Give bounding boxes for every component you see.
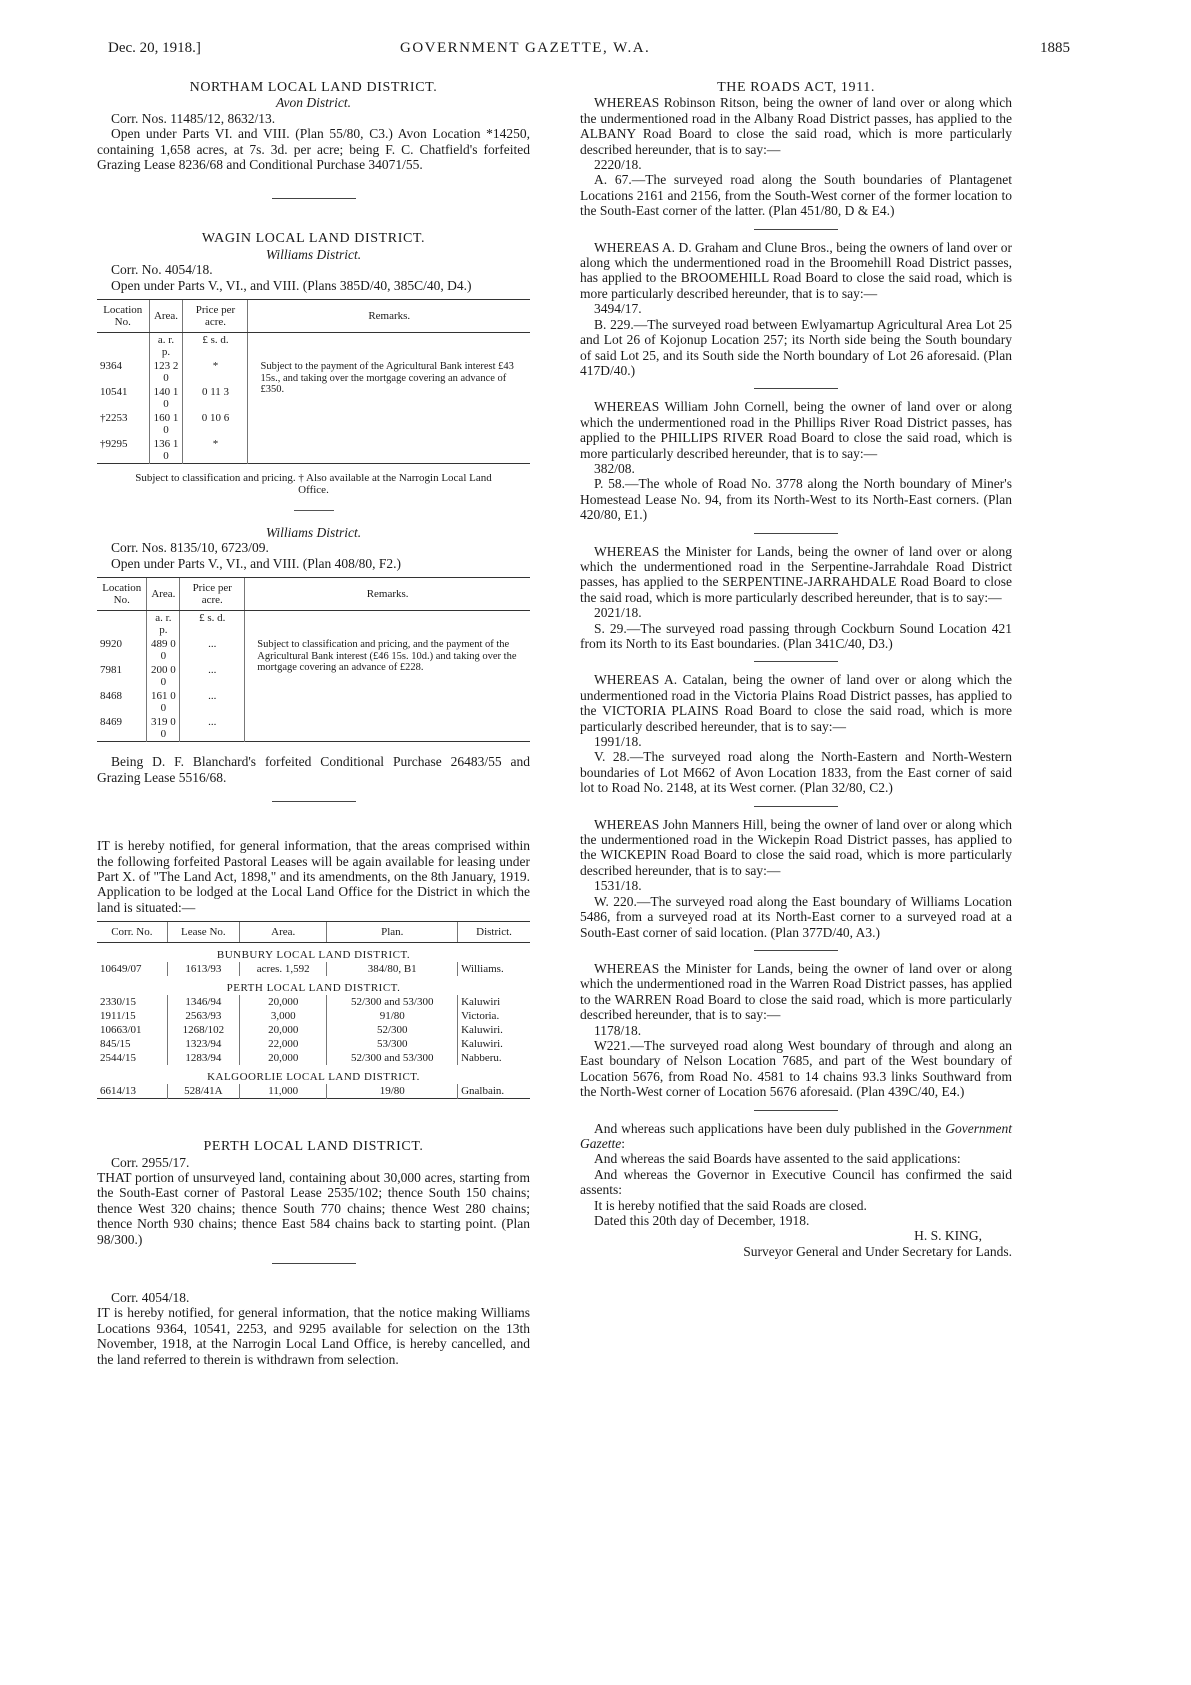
- divider: [754, 229, 838, 230]
- corr-line: Corr. 4054/18.: [111, 1289, 190, 1305]
- price: *: [183, 359, 248, 385]
- issue-date: Dec. 20, 1918.]: [108, 40, 201, 56]
- open-line: Open under Parts V., VI., and VIII. (Plan 408/80, F2.): [111, 555, 401, 571]
- road-description: P. 58.—The whole of Road No. 3778 along the North boundary of Miner's Homestead Lease No. 94, from its North-West to its North-East corners. (Plan 420/80, E1.): [580, 476, 1012, 523]
- notice-body: WHEREAS A. Catalan, being the owner of land over or along which the undermentioned road in the Victoria Plains Road District passes, has applied to the VICTORIA PLAINS Road Board to close the said road, which is more particularly described hereunder, that is to say:—: [580, 672, 1012, 734]
- price: 0 11 3: [183, 385, 248, 411]
- divider: [272, 801, 356, 802]
- plan: 52/300 and 53/300: [327, 1051, 458, 1065]
- road-description: W221.—The surveyed road along West boundary of through and along an East boundary of Nelson Location 7685, and part of the West boundary of Location 5676, from Road No. 4581 to 14 chains 93.3 links Southward from the North-West corner of Location 5676 aforesaid. (Plan 439C/40, E4.): [580, 1037, 1012, 1100]
- col-header: Area.: [240, 922, 327, 943]
- area: 319 0 0: [147, 715, 180, 742]
- divider: [754, 388, 838, 389]
- road-notice: [580, 817, 1012, 940]
- col-header: Area.: [149, 300, 183, 333]
- file-ref: 382/08.: [594, 460, 635, 476]
- area: 22,000: [240, 1037, 327, 1051]
- col-header: Remarks.: [248, 300, 530, 333]
- remarks: Subject to classification and pricing, and the payment of the Agricultural Bank interest (£46 15s. 10d.) and taking over the mortgage covering an advance of £228.: [245, 637, 530, 742]
- file-ref: 1531/18.: [594, 878, 642, 894]
- district-heading: BUNBURY LOCAL LAND DISTRICT.: [216, 949, 411, 962]
- corr-line: Corr. 2955/17.: [111, 1154, 190, 1170]
- district: Kaluwiri.: [458, 1023, 530, 1037]
- section-heading: PERTH LOCAL LAND DISTRICT.: [203, 1139, 424, 1155]
- table-row: [97, 995, 530, 1009]
- file-ref: 1178/18.: [594, 1022, 642, 1038]
- corr-no: 2544/15: [100, 1052, 137, 1065]
- area: 11,000: [240, 1084, 327, 1099]
- area: 3,000: [240, 1009, 327, 1023]
- table-footnote: Subject to classification and pricing. † Also available at the Narrogin Local Land Office.: [135, 472, 492, 497]
- col-header: Location No.: [97, 300, 149, 333]
- section-heading: THE ROADS ACT, 1911.: [717, 80, 875, 95]
- corr-line: Corr. Nos. 8135/10, 6723/09.: [111, 540, 269, 556]
- lease-no: 528/41A: [167, 1084, 239, 1099]
- col-header: District.: [458, 922, 530, 943]
- area: 160 1 0: [149, 411, 183, 437]
- plan: 52/300 and 53/300: [327, 995, 458, 1009]
- road-description: B. 229.—The surveyed road between Ewlyamartup Agricultural Area Lot 25 and Lot 26 of Kojonup Location 257; its North side being the South boundary of said Lot 25, and its South side the North boundary of Lot 26 aforesaid. (Plan 417D/40.): [580, 316, 1012, 378]
- section-heading: NORTHAM LOCAL LAND DISTRICT.: [189, 80, 438, 95]
- lease-no: 1283/94: [167, 1051, 239, 1065]
- location-no: †9295: [100, 438, 128, 451]
- notice-body: WHEREAS John Manners Hill, being the owner of land over or along which the undermentioned road in the Wickepin Road District passes, has applied to the WICKEPIN Road Board to close the said road, which is more particularly described hereunder, that is to say:—: [580, 816, 1012, 878]
- divider: [754, 533, 838, 534]
- area: 20,000: [240, 1023, 327, 1037]
- area: 140 1 0: [149, 385, 183, 411]
- district: Gnalbain.: [458, 1084, 530, 1099]
- location-no: 8468: [100, 690, 122, 703]
- locations-table-2: [97, 577, 530, 742]
- notice-body: IT is hereby notified, for general information, that the notice making Williams Locations 9364, 10541, 2253, and 9295 available for selection on the 13th November, 1918, at the Narrogin Local Land Office, is hereby cancelled, and the land referred to therein is withdrawn from selection.: [97, 1305, 530, 1367]
- pastoral-notice: [97, 838, 530, 1099]
- location-no: †2253: [100, 412, 128, 425]
- price: ...: [180, 689, 245, 715]
- unit-label: a. r. p.: [147, 611, 180, 638]
- gazette-name: Government Gazette: [580, 1120, 1012, 1151]
- closing-notice: [580, 1121, 1012, 1260]
- divider: [272, 1263, 356, 1264]
- file-ref: 2021/18.: [594, 605, 642, 621]
- signer-name: H. S. KING,: [914, 1228, 982, 1244]
- district: Kaluwiri.: [458, 1037, 530, 1051]
- price: ...: [180, 663, 245, 689]
- gazette-title: GOVERNMENT GAZETTE, W.A.: [400, 40, 651, 56]
- divider: [754, 806, 838, 807]
- table-row: [97, 1009, 530, 1023]
- district: Nabberu.: [458, 1051, 530, 1065]
- remarks: Subject to the payment of the Agricultural Bank interest £43 15s., and taking over the mortgage covering an advance of £350.: [248, 359, 530, 464]
- lease-no: 1268/102: [167, 1023, 239, 1037]
- road-notice: [580, 961, 1012, 1100]
- district-heading: PERTH LOCAL LAND DISTRICT.: [226, 982, 401, 995]
- file-ref: 2220/18.: [594, 157, 642, 173]
- page-header: [0, 40, 1191, 66]
- file-ref: 1991/18.: [594, 734, 642, 750]
- road-notice: [580, 95, 1012, 218]
- perth-notice: [97, 1139, 530, 1247]
- corr-no: 10649/07: [100, 963, 142, 976]
- page-number: 1885: [1040, 40, 1070, 56]
- location-no: 7981: [100, 664, 122, 677]
- divider: [272, 198, 356, 199]
- open-line: Open under Parts V., VI., and VIII. (Plans 385D/40, 385C/40, D4.): [111, 277, 472, 293]
- plan: 52/300: [327, 1023, 458, 1037]
- divider: [294, 510, 334, 511]
- road-notice: [580, 544, 1012, 652]
- section-heading: WAGIN LOCAL LAND DISTRICT.: [201, 231, 426, 247]
- location-no: 9364: [100, 360, 122, 373]
- table-row: [97, 1037, 530, 1051]
- corr-no: 845/15: [100, 1038, 131, 1051]
- road-notice: [580, 240, 1012, 379]
- col-header: Location No.: [97, 578, 147, 611]
- district: Williams.: [458, 962, 530, 976]
- road-notice: [580, 399, 1012, 522]
- wagin-notice: [97, 231, 530, 785]
- area: 20,000: [240, 1051, 327, 1065]
- road-description: S. 29.—The surveyed road passing through Cockburn Sound Location 421 from its North to its East boundaries. (Plan 341C/40, D3.): [580, 620, 1012, 651]
- unit-label: £ s. d.: [180, 611, 245, 638]
- lease-no: 1323/94: [167, 1037, 239, 1051]
- pastoral-leases-table: [97, 921, 530, 1099]
- col-header: Plan.: [327, 922, 458, 943]
- left-column: [97, 80, 530, 1367]
- district-name: Avon District.: [276, 95, 351, 111]
- table-row: [97, 1051, 530, 1065]
- area: 489 0 0: [147, 637, 180, 663]
- plan: 91/80: [327, 1009, 458, 1023]
- corr-no: 1911/15: [100, 1010, 136, 1023]
- notice-body: IT is hereby notified, for general information, that the areas comprised within the following forfeited Pastoral Leases will be again available for leasing under Part X. of "The Land Act, 1898," and its amendments, on the 8th January, 1919. Application to be lodged at the Local Land Office for the District in which the land is situated:—: [97, 838, 530, 915]
- col-header: Price per acre.: [183, 300, 248, 333]
- right-column: [580, 80, 1012, 1259]
- table-row: [97, 1023, 530, 1037]
- lease-no: 1346/94: [167, 995, 239, 1009]
- location-no: 10541: [100, 386, 128, 399]
- price: 0 10 6: [183, 411, 248, 437]
- corr-no: 2330/15: [100, 996, 137, 1009]
- divider: [754, 1110, 838, 1111]
- lease-no: 1613/93: [167, 962, 239, 976]
- file-ref: 3494/17.: [594, 301, 642, 317]
- notice-body: WHEREAS the Minister for Lands, being the owner of land over or along which the undermentioned road in the Serpentine-Jarrahdale Road District passes, has applied to the SERPENTINE-JARRAHDALE Road Board to close the said road, which is more particularly described hereunder, that is to say:—: [580, 543, 1012, 605]
- closing-line: And whereas the said Boards have assented to the said applications:: [594, 1151, 961, 1167]
- unit-label: £ s. d.: [183, 333, 248, 360]
- cancellation-notice: [97, 1290, 530, 1367]
- price: ...: [180, 637, 245, 663]
- col-header: Price per acre.: [180, 578, 245, 611]
- district-heading: KALGOORLIE LOCAL LAND DISTRICT.: [207, 1071, 420, 1084]
- closing-line: And whereas the Governor in Executive Council has confirmed the said assents:: [580, 1166, 1012, 1198]
- notice-body: WHEREAS A. D. Graham and Clune Bros., being the owners of land over or along which the undermentioned road in the Broomehill Road District passes, has applied to the BROOMEHILL Road Board to close the said road, which is more particularly described hereunder, that is to say:—: [580, 239, 1012, 301]
- corr-no: 6614/13: [100, 1085, 137, 1098]
- area: 123 2 0: [149, 359, 183, 385]
- area: 200 0 0: [147, 663, 180, 689]
- notice-body: Open under Parts VI. and VIII. (Plan 55/80, C3.) Avon Location *14250, containing 1,658 acres, at 7s. 3d. per acre; being F. C. Chatfield's forfeited Grazing Lease 8236/68 and Conditional Purchase 34071/55.: [97, 126, 530, 173]
- table-row: [97, 637, 530, 663]
- divider: [754, 950, 838, 951]
- locations-table-1: [97, 299, 530, 464]
- col-header: Remarks.: [245, 578, 530, 611]
- closing-line: Dated this 20th day of December, 1918.: [594, 1213, 810, 1228]
- corr-no: 10663/01: [100, 1024, 142, 1037]
- plan: 19/80: [327, 1084, 458, 1099]
- notice-body: WHEREAS Robinson Ritson, being the owner of land over or along which the undermentioned road in the Albany Road District passes, has applied to the ALBANY Road Board to close the said road, which is more particularly described hereunder, that is to say:—: [580, 95, 1012, 157]
- lease-no: 2563/93: [167, 1009, 239, 1023]
- table-row: [97, 359, 530, 385]
- notice-body: WHEREAS the Minister for Lands, being the owner of land over or along which the undermentioned road in the Warren Road District passes, has applied to the WARREN Road Board to close the said road, which is more particularly described hereunder, that is to say:—: [580, 960, 1012, 1023]
- road-description: A. 67.—The surveyed road along the South boundaries of Plantagenet Locations 2161 and 2156, from the South-West corner of the former location to the South-East corner of the latter. (Plan 451/80, D & E4.): [580, 172, 1012, 219]
- table-row: [97, 962, 530, 976]
- district-name: Williams District.: [265, 525, 362, 541]
- notice-body: WHEREAS William John Cornell, being the owner of land over or along which the undermentioned road in the Phillips River Road District passes, has applied to the PHILLIPS RIVER Road Board to close the said road, which is more particularly described hereunder, that is to say:—: [580, 399, 1012, 461]
- closing-line: And whereas such applications have been duly published in the Government Gazette:: [580, 1120, 1012, 1151]
- closing-line: It is hereby notified that the said Roads are closed.: [594, 1197, 867, 1213]
- notice-body: THAT portion of unsurveyed land, containing about 30,000 acres, starting from the South-East corner of Pastoral Lease 2535/102; thence South 150 chains; thence West 320 chains; thence South 770 chains; thence West 280 chains; thence North 930 chains; thence East 584 chains back to starting point. (Plan 98/300.): [97, 1169, 530, 1247]
- price: ...: [180, 715, 245, 742]
- table-row: [97, 1084, 530, 1099]
- northam-notice: [97, 80, 530, 172]
- unit-label: a. r. p.: [149, 333, 183, 360]
- district: Victoria.: [458, 1009, 530, 1023]
- col-header: Lease No.: [167, 922, 239, 943]
- plan: 384/80, B1: [327, 962, 458, 976]
- road-description: V. 28.—The surveyed road along the North-Eastern and North-Western boundaries of Lot M662 of Avon Location 1833, from the East corner of said lot to Road No. 2148, at its West corner. (Plan 32/80, C2.): [580, 749, 1012, 796]
- price: *: [183, 437, 248, 464]
- location-no: 9920: [100, 638, 122, 651]
- notice-body: Being D. F. Blanchard's forfeited Conditional Purchase 26483/55 and Grazing Lease 5516/68.: [97, 754, 530, 785]
- area: 136 1 0: [149, 437, 183, 464]
- district: Kaluwiri: [458, 995, 530, 1009]
- area: 20,000: [240, 995, 327, 1009]
- col-header: Area.: [147, 578, 180, 611]
- area: 161 0 0: [147, 689, 180, 715]
- area: acres. 1,592: [240, 962, 327, 976]
- divider: [754, 661, 838, 662]
- signer-title: Surveyor General and Under Secretary for Lands.: [743, 1243, 1012, 1259]
- col-header: Corr. No.: [97, 922, 167, 943]
- road-description: W. 220.—The surveyed road along the East boundary of Williams Location 5486, from a surveyed road at its North-East corner to a surveyed road at a South-East corner of said location. (Plan 377D/40, A3.): [580, 893, 1012, 940]
- corr-line: Corr. No. 4054/18.: [111, 262, 213, 278]
- district-name: Williams District.: [265, 246, 362, 262]
- road-notice: [580, 672, 1012, 795]
- plan: 53/300: [327, 1037, 458, 1051]
- location-no: 8469: [100, 716, 122, 729]
- corr-line: Corr. Nos. 11485/12, 8632/13.: [111, 110, 276, 126]
